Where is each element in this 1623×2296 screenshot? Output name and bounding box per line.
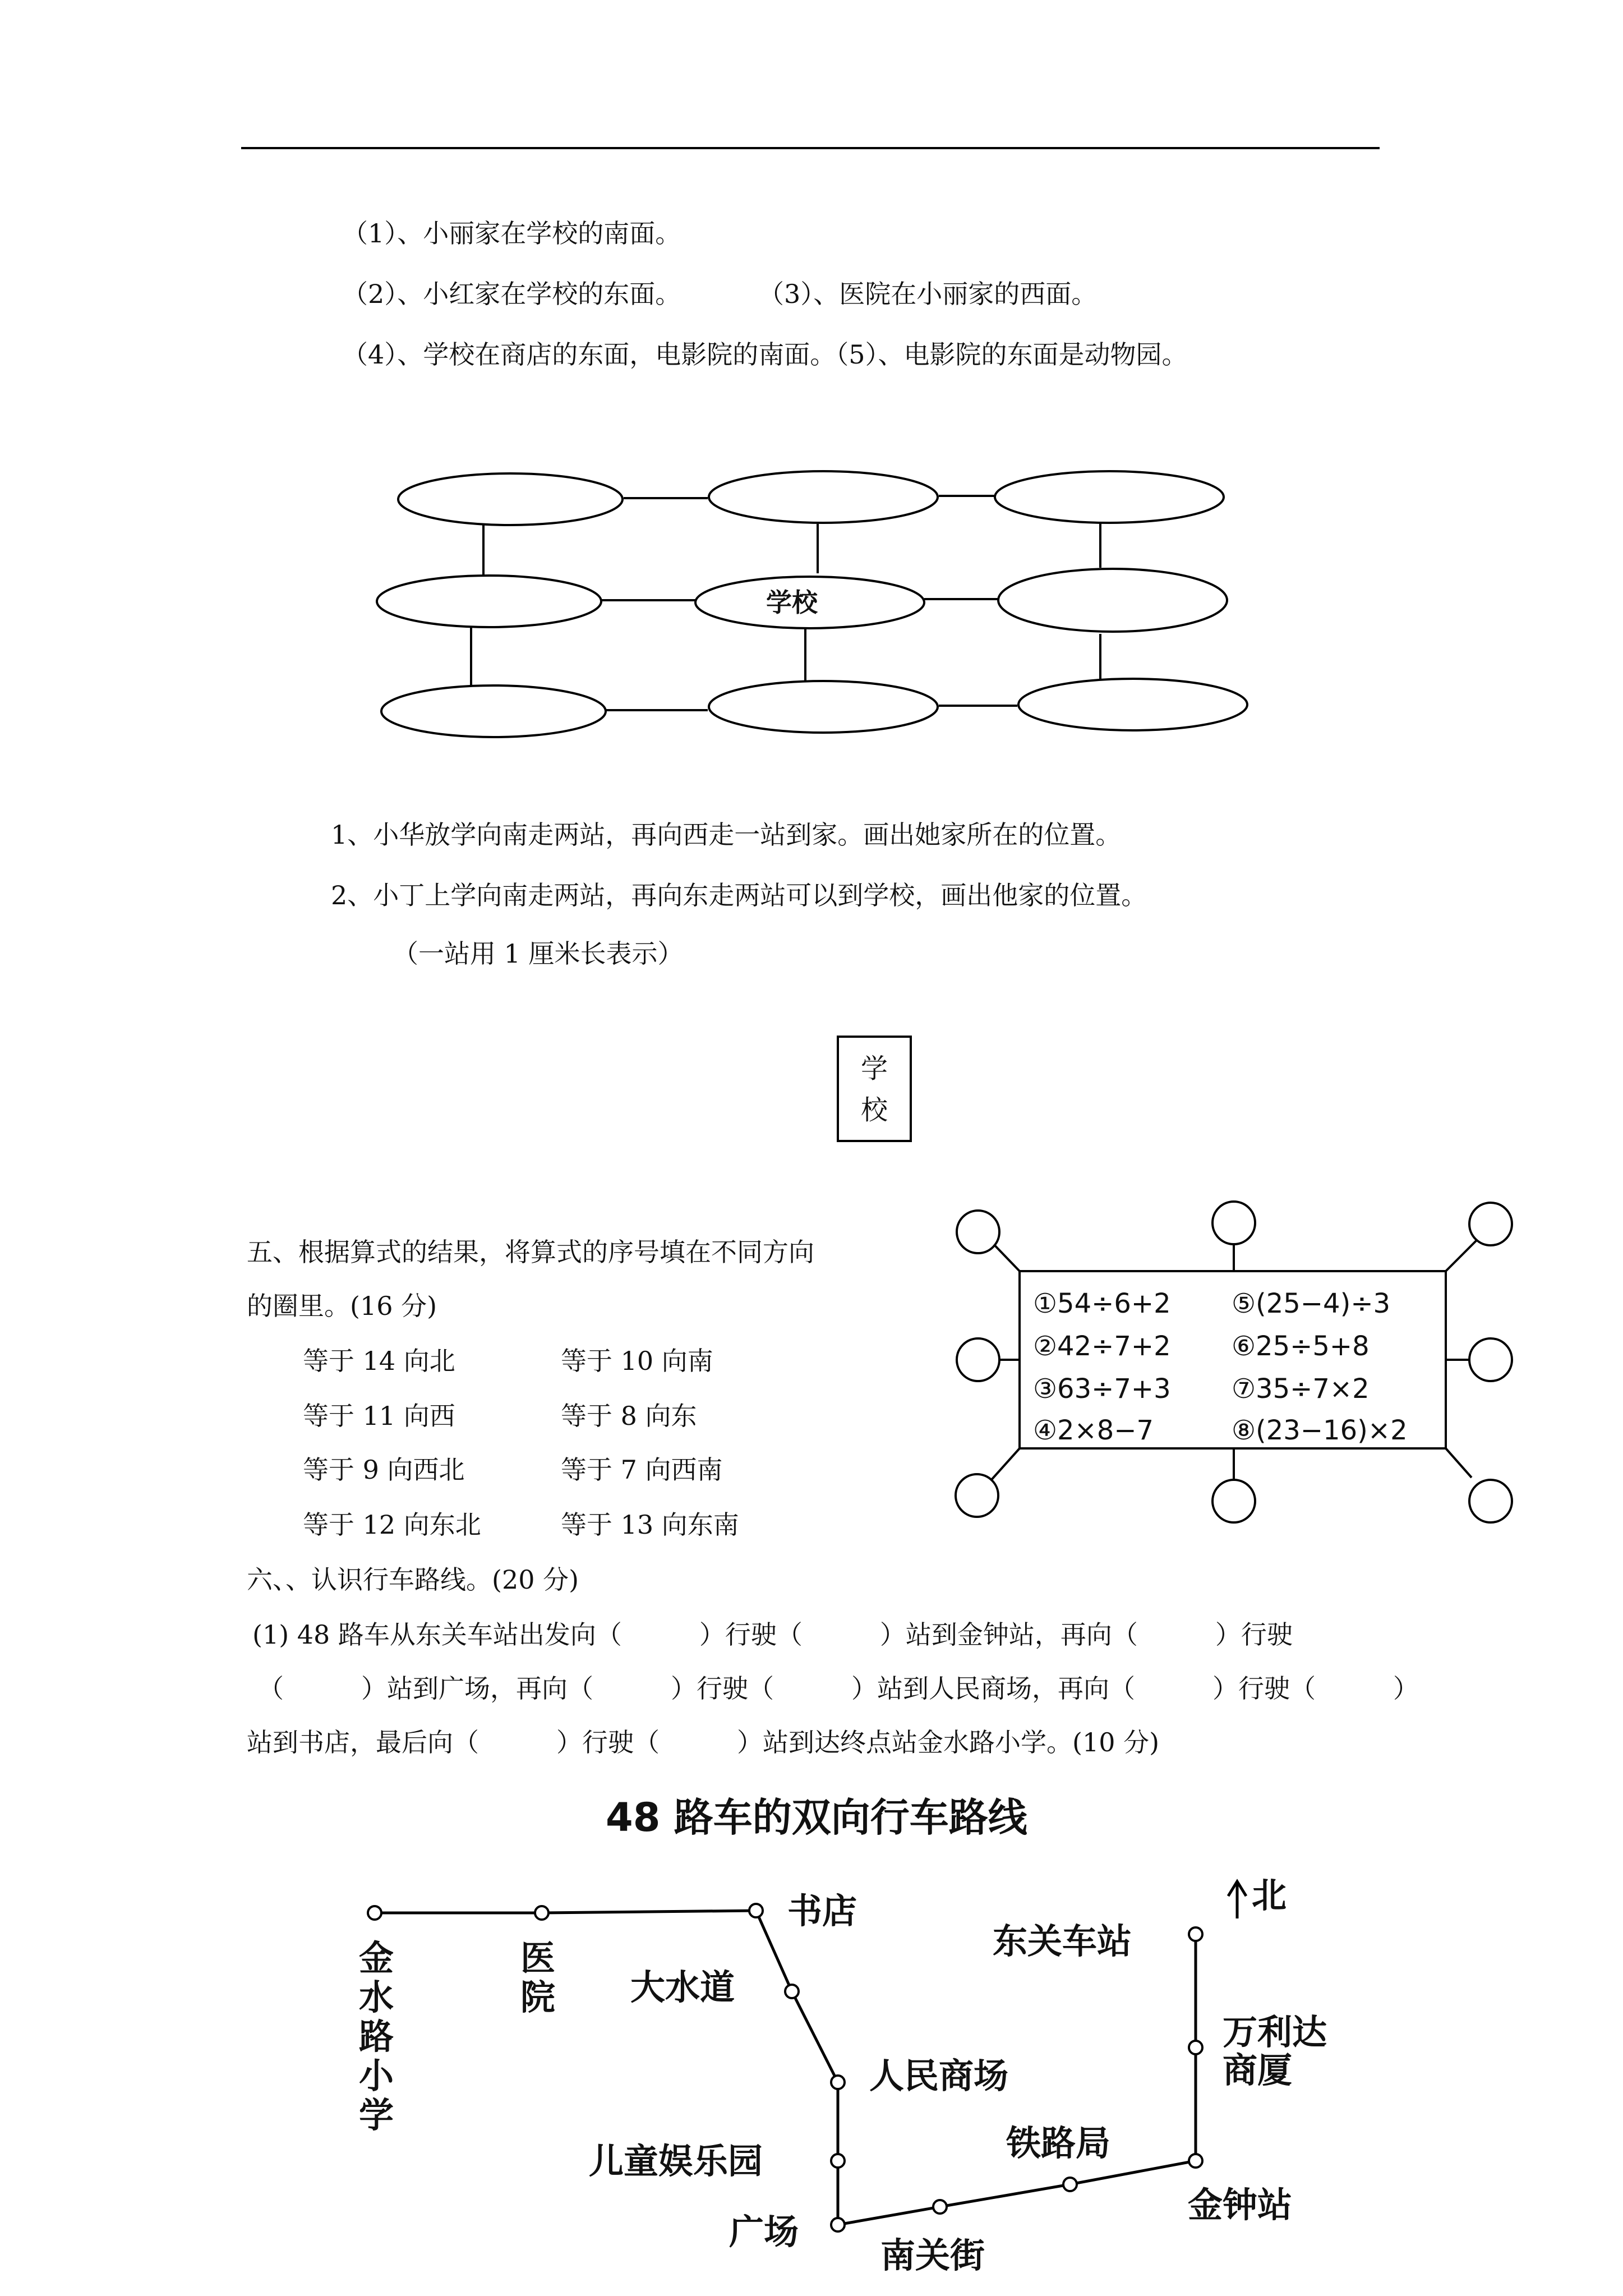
expr-5: ⑤(25−4)÷3: [1232, 1288, 1391, 1319]
stop-dashuidao: 大水道: [630, 1967, 735, 2008]
stop-hospital-char-2: 院: [520, 1977, 556, 2018]
rule-northwest: 等于 9 向西北: [303, 1455, 465, 1485]
expr-3: ③63÷7+3: [1033, 1373, 1171, 1405]
rule-east: 等于 8 向东: [561, 1401, 697, 1431]
stop-dot-guangchang: [831, 2218, 845, 2231]
stop-dot-bookstore: [749, 1904, 763, 1917]
stop-dot-wanlida: [1189, 2041, 1202, 2054]
expr-8: ⑧(23−16)×2: [1232, 1415, 1408, 1446]
stop-dot-jinzhong: [1189, 2154, 1202, 2168]
grid-center-label: 学校: [766, 587, 818, 618]
stop-dot-nanguan: [933, 2200, 947, 2214]
stop-dot-hospital: [535, 1906, 548, 1920]
stop-dot-dongguan: [1189, 1927, 1202, 1941]
stop-jinshui-char-2: 水: [359, 1977, 394, 2018]
scale-note: （一站用 1 厘米长表示）: [393, 938, 684, 969]
rule-south: 等于 10 向南: [561, 1346, 713, 1376]
stop-jinshui-char-1: 金: [359, 1938, 394, 1978]
route-map-title: 48 路车的双向行车路线: [606, 1795, 1027, 1841]
stop-jinshui-char-3: 路: [359, 2016, 394, 2057]
rule-southeast: 等于 13 向东南: [561, 1510, 739, 1540]
stop-jinshui-char-4: 小: [359, 2055, 394, 2096]
clue-1: （1）、小丽家在学校的南面。: [342, 218, 681, 249]
part6-title: 六、、认识行车路线。(20 分): [247, 1565, 579, 1595]
stop-dot-tielu: [1063, 2178, 1077, 2191]
part6-line-1: (1) 48 路车从东关车站出发向（ ）行驶（ ）站到金钟站，再向（ ）行驶: [252, 1619, 1293, 1650]
expr-2: ②42÷7+2: [1033, 1331, 1171, 1362]
question-1: 1、小华放学向南走两站，再向西走一站到家。画出她家所在的位置。: [331, 820, 1122, 850]
expr-4: ④2×8−7: [1033, 1415, 1154, 1446]
north-label: 北: [1252, 1875, 1287, 1916]
stop-ertong: 儿童娱乐园: [589, 2141, 763, 2182]
clue-2: （2）、小红家在学校的东面。: [342, 279, 681, 309]
stop-renmin: 人民商场: [869, 2055, 1009, 2096]
stop-tielu: 铁路局: [1006, 2123, 1111, 2164]
rule-north: 等于 14 向北: [303, 1346, 455, 1376]
school-box-char-2: 校: [860, 1094, 888, 1126]
stop-dot-renmin: [831, 2076, 845, 2089]
stop-jinshui-char-5: 学: [359, 2095, 394, 2136]
stop-wanlida-line1: 万利达: [1223, 2012, 1327, 2053]
rule-southwest: 等于 7 向西南: [561, 1455, 723, 1485]
part6-line-3: 站到书店，最后向（ ）行驶（ ）站到达终点站金水路小学。(10 分): [247, 1727, 1160, 1757]
part5-title-line1: 五、根据算式的结果，将算式的序号填在不同方向: [247, 1237, 814, 1267]
stop-dot-jinshui: [368, 1906, 381, 1920]
clue-3: （3）、医院在小丽家的西面。: [758, 279, 1098, 309]
stop-jinzhong: 金钟站: [1188, 2184, 1293, 2225]
rule-northeast: 等于 12 向东北: [303, 1510, 481, 1540]
stop-dongguan: 东关车站: [993, 1921, 1132, 1962]
expr-1: ①54÷6+2: [1033, 1288, 1171, 1319]
part5-title-line2: 的圈里。(16 分): [247, 1291, 437, 1321]
question-2: 2、小丁上学向南走两站，再向东走两站可以到学校，画出他家的位置。: [331, 880, 1147, 910]
stop-hospital-char-1: 医: [520, 1938, 556, 1978]
clue-4-5: （4）、学校在商店的东面，电影院的南面。（5）、电影院的东面是动物园。: [342, 339, 1188, 370]
rule-west: 等于 11 向西: [303, 1401, 455, 1431]
part6-line-2: （ ）站到广场，再向（ ）行驶（ ）站到人民商场，再向（ ）行驶（ ）: [258, 1673, 1419, 1704]
stop-dot-ertong: [831, 2154, 845, 2168]
expr-7: ⑦35÷7×2: [1232, 1373, 1370, 1405]
stop-dot-dashuidao: [785, 1985, 799, 1998]
stop-nanguan: 南关街: [880, 2235, 985, 2276]
expr-6: ⑥25÷5+8: [1232, 1331, 1370, 1362]
stop-bookstore: 书店: [787, 1890, 857, 1931]
school-box-char-1: 学: [860, 1053, 888, 1084]
stop-wanlida-line2: 商厦: [1223, 2050, 1293, 2091]
stop-guangchang: 广场: [729, 2211, 799, 2252]
